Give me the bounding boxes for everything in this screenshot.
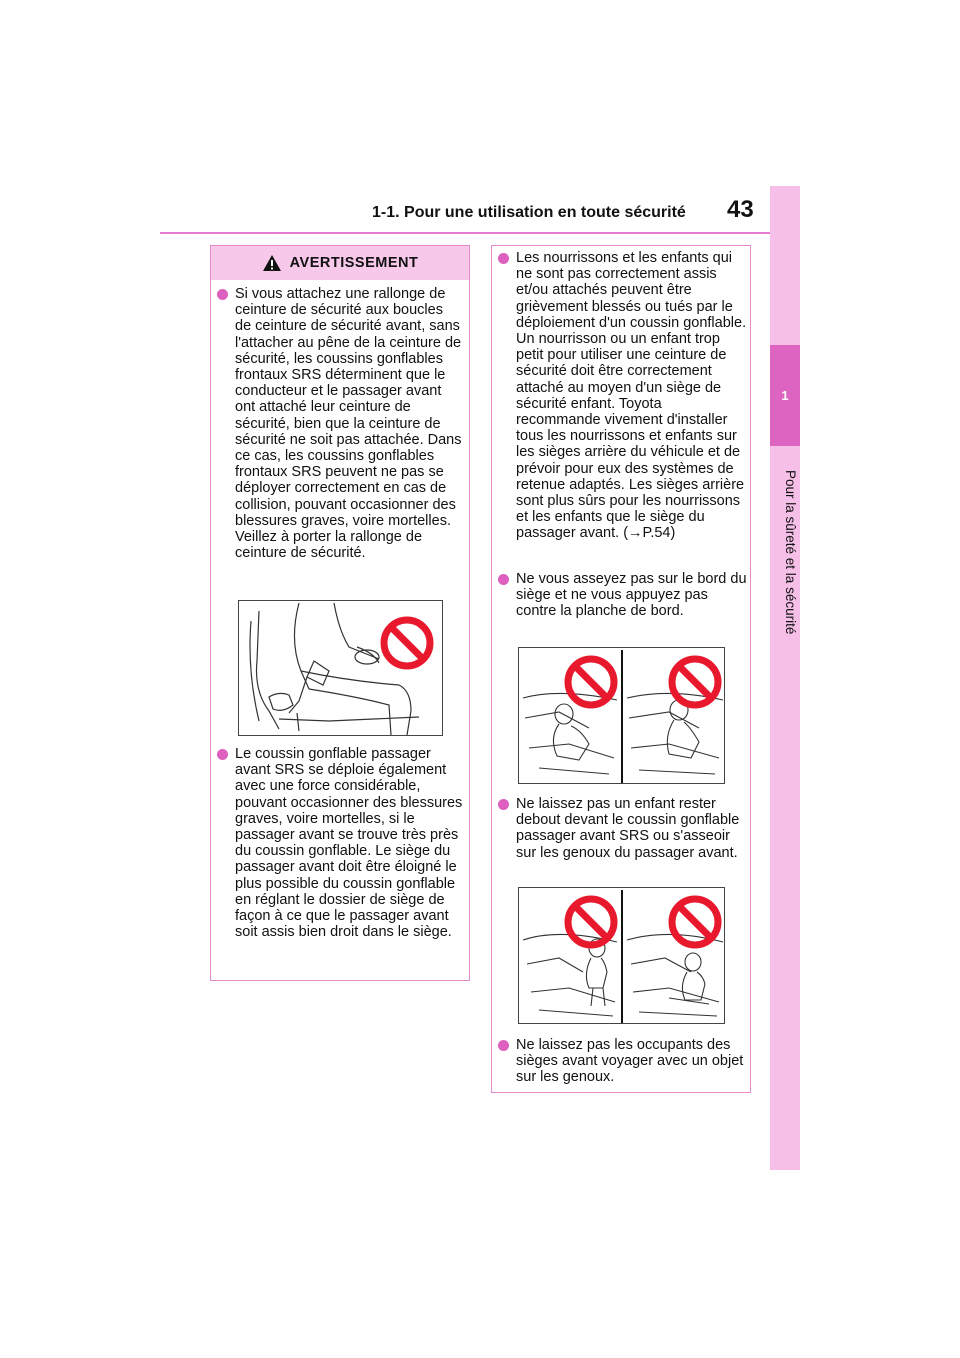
warning-header (211, 246, 469, 280)
warning-item-seat-edge (498, 571, 750, 620)
warning-box-left (210, 245, 470, 981)
warning-item-children-seating (498, 250, 750, 542)
chapter-number-badge: 1 (770, 345, 800, 446)
paragraph-text: Si vous attachez une rallonge de ceinture de sécurité aux boucles de ceinture de sécurité avant, sans l'attacher au pêne de la ceinture de sécurité, les coussins gonflables frontaux SRS déterminent que le conducteur et le passager avant ont attaché leur ceinture de sécurité, bien que la ceinture de sécurité ne soit pas attachée. Dans ce cas, les coussins gonflables frontaux SRS peuvent ne pas se déployer correctement en cas de collision, pouvant occasionner des blessures graves, voire mortelles. Veillez à porter la rallonge de ceinture de sécurité. (235, 286, 462, 562)
prohibition-icon (667, 894, 723, 950)
illustration-child-standing (518, 887, 725, 1024)
bullet-icon (498, 574, 509, 585)
warning-heading: AVERTISSEMENT (289, 255, 419, 271)
warning-item-child-standing (498, 796, 750, 861)
warning-triangle-icon (262, 254, 282, 272)
prohibition-icon (379, 615, 435, 671)
bullet-icon (498, 1040, 509, 1051)
chapter-title-vertical: Pour la sûreté et la sécurité (783, 470, 798, 635)
warning-item-belt-extender (217, 286, 463, 561)
bullet-icon (498, 253, 509, 264)
paragraph-text: Ne laissez pas un enfant rester debout devant le coussin gonflable passager avant SRS ou s'asseoir sur les genoux du passager avant. (516, 796, 740, 861)
prohibition-icon (563, 654, 619, 710)
paragraph-text: Ne vous asseyez pas sur le bord du siège et ne vous appuyez pas contre la planche de bord. (516, 571, 747, 620)
paragraph-text: Ne laissez pas les occupants des sièges avant voyager avec un objet sur les genoux. (516, 1037, 744, 1086)
bullet-icon (217, 289, 228, 300)
prohibition-icon (563, 894, 619, 950)
prohibition-icon (667, 654, 723, 710)
bullet-icon (498, 799, 509, 810)
header-divider (160, 232, 770, 234)
illustration-leaning-dashboard (518, 647, 725, 784)
warning-box-right (491, 245, 751, 1093)
page-header-title: 1-1. Pour une utilisation en toute sécurité (372, 204, 686, 221)
paragraph-text: Les nourrissons et les enfants qui ne sont pas correctement assis et/ou attachés peuvent être grièvement blessés ou tués par le déploiement d'un coussin gonflable. Un nourrisson ou un enfant trop petit pour utiliser une ceinture de sécurité doit être correctement attaché au moyen d'un siège de sécurité enfant. Toyota recommande vivement d'installer tous les nourrissons et enfants sur les sièges arrière du véhicule et de prévoir pour eux des systèmes de retenue adaptés. Les sièges arrière sont plus sûrs pour les nourrissons et les enfants que le siège du passager avant. (→P.54) (516, 250, 747, 542)
illustration-seatbelt-extender (238, 600, 443, 736)
bullet-icon (217, 749, 228, 760)
warning-item-airbag-distance (217, 746, 469, 940)
paragraph-text: Le coussin gonflable passager avant SRS se déploie également avec une force considérable, pouvant occasionner des blessures graves, voire mortelles, si le passager avant se trouve très près du coussin gonflable. Le siège du passager avant doit être éloigné le plus possible du coussin gonflable en réglant le dossier de siège de façon à ce que le passager avant soit assis bien droit dans le siège. (235, 746, 463, 941)
page-number: 43 (727, 196, 754, 223)
warning-item-objects-on-lap (498, 1037, 750, 1086)
